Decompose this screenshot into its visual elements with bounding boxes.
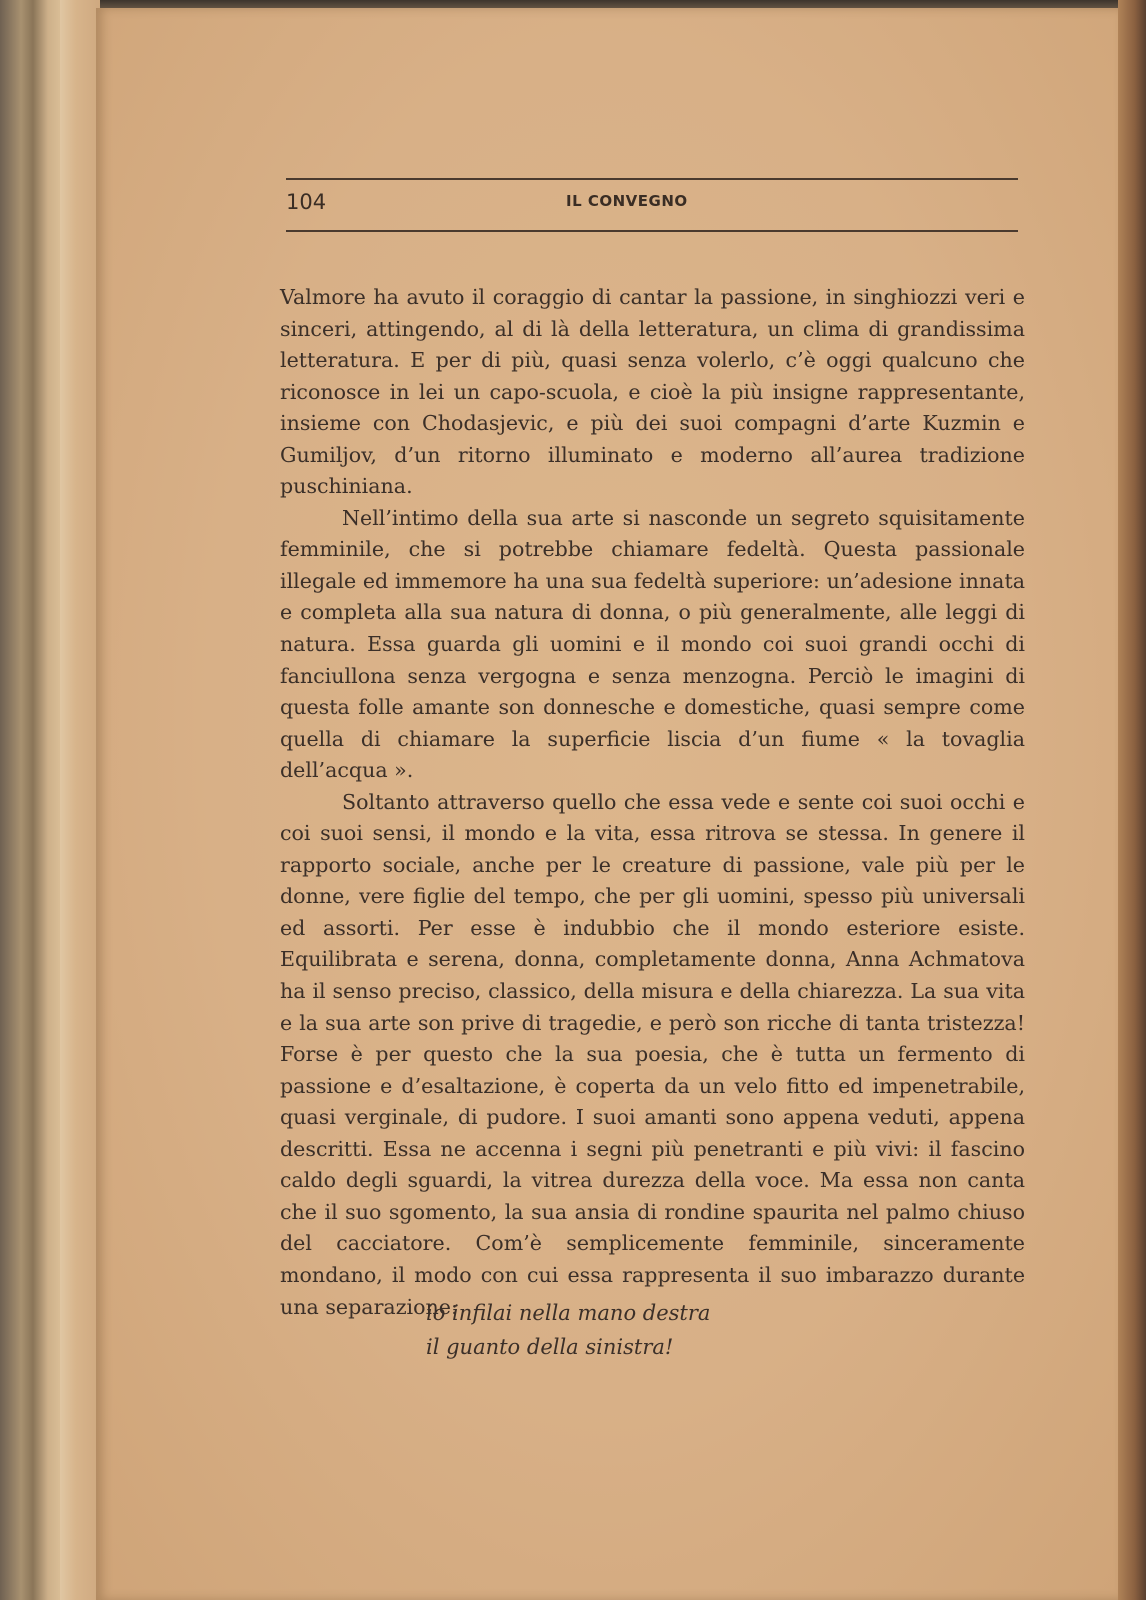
verse-line-1: io infilai nella mano destra	[426, 1301, 711, 1325]
book-spine-binding	[0, 0, 60, 1600]
right-page-edge	[1118, 0, 1146, 1600]
body-text	[280, 282, 1025, 1323]
verse-quote	[426, 1296, 710, 1364]
page-number: 104	[286, 190, 327, 214]
header-bottom-rule	[286, 230, 1018, 232]
header-top-rule	[286, 178, 1018, 180]
running-head: IL CONVEGNO	[566, 192, 688, 210]
paragraph-1: Valmore ha avuto il coraggio di cantar la passione, in singhiozzi veri e sinceri, attingendo, al di là della letteratura, un clima di grandissima letteratura. E per di più, quasi senza volerlo, c’è oggi qualcuno che riconosce in lei un capo-scuola, e cioè la più insigne rappresentante, insieme con Chodasjevic, e più dei suoi compagni d’arte Kuzmin e Gumiljov, d’un ritorno illuminato e moderno all’aurea tradizione puschiniana.	[280, 285, 1025, 499]
paragraph-3: Soltanto attraverso quello che essa vede e sente coi suoi occhi e coi suoi sensi, il mondo e la vita, essa ritrova se stessa. In genere il rapporto sociale, anche per le creature di passione, vale più per le donne, vere figlie del tempo, che per gli uomini, spesso più universali ed assorti. Per esse è indubbio che il mondo esteriore esiste. Equilibrata e serena, donna, completamente donna, Anna Achmatova ha il senso preciso, classico, della misura e della chiarezza. La sua vita e la sua arte son prive di tragedie, e però son ricche di tanta tristezza! Forse è per questo che la sua poesia, che è tutta un fermento di passione e d’esaltazione, è coperta da un velo fitto ed impenetrabile, quasi verginale, di pudore. I suoi amanti sono appena veduti, appena descritti. Essa ne accenna i segni più penetranti e più vivi: il fascino caldo degli sguardi, la vitrea durezza della voce. Ma essa non canta che il suo sgomento, la sua ansia di rondine spaurita nel palmo chiuso del cacciatore. Com’è semplicemente femminile, sinceramente mondano, il modo con cui essa rappresenta il suo imbarazzo durante una separazione:	[280, 789, 1025, 1319]
paragraph-2: Nell’intimo della sua arte si nasconde un segreto squisitamente femminile, che si potrebbe chiamare fedeltà. Questa passionale illegale ed immemore ha una sua fedeltà superiore: un’adesione innata e completa alla sua natura di donna, o più generalmente, alle leggi di natura. Essa guarda gli uomini e il mondo coi suoi grandi occhi di fanciullona senza vergogna e senza menzogna. Perciò le imagini di questa folle amante son donnesche e domestiche, quasi sempre come quella di chiamare la superficie liscia d’un fiume « la tovaglia dell’acqua ».	[280, 505, 1025, 783]
verse-line-2: il guanto della sinistra!	[426, 1335, 674, 1359]
gutter-edge	[60, 0, 100, 1600]
